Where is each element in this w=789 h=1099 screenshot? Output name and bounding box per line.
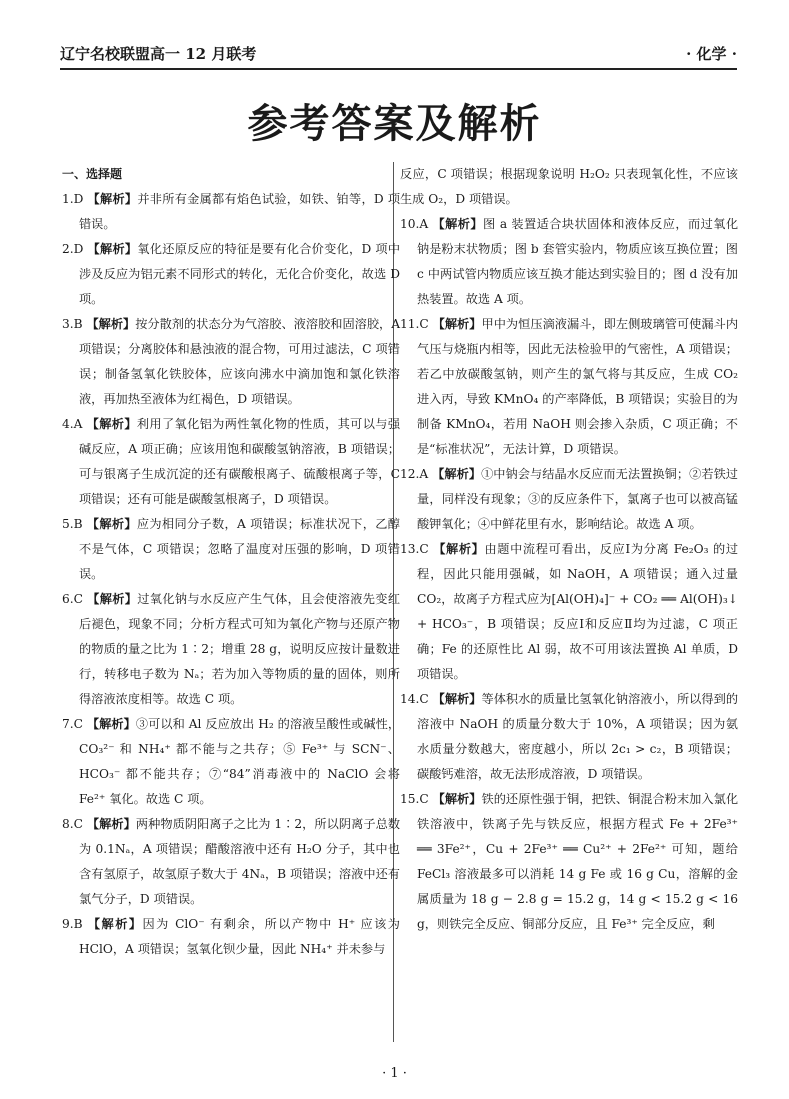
answer-text: 因为 ClO⁻ 有剩余，所以产物中 H⁺ 应该为 HClO，A 项错误；氢氧化钡少量，因此 NH₄⁺ 并未参与 bbox=[79, 917, 400, 956]
right-column bbox=[400, 162, 738, 937]
answer-number: 3.B bbox=[62, 317, 87, 331]
answer-item bbox=[400, 537, 738, 687]
answer-text: 氧化还原反应的特征是要有化合价变化，D 项中涉及反应为铝元素不同形式的转化，无化合价变化，故选 D 项。 bbox=[79, 242, 401, 306]
analysis-tag: 【解析】 bbox=[432, 317, 482, 331]
left-column bbox=[62, 162, 400, 962]
analysis-tag: 【解析】 bbox=[86, 817, 136, 831]
answer-number: 4.A bbox=[62, 417, 87, 431]
exam-title: 辽宁名校联盟高一 12 月联考 bbox=[60, 45, 257, 63]
page-header bbox=[60, 38, 737, 70]
answer-number: 15.C bbox=[400, 792, 433, 806]
answer-number: 13.C bbox=[400, 542, 434, 556]
answer-text: 图 a 装置适合块状固体和液体反应，而过氧化钠是粉末状物质；图 b 套管实验内，物质应该互换位置；图 c 中两试管内物质应该互换才能达到实验目的；图 d 没有加热装置。故选 A 项。 bbox=[417, 217, 739, 306]
answer-item bbox=[400, 787, 738, 937]
page-title: 参考答案及解析 bbox=[247, 101, 542, 147]
analysis-tag: 【解析】 bbox=[86, 517, 137, 531]
analysis-tag: 【解析】 bbox=[87, 592, 138, 606]
answer-item bbox=[400, 212, 738, 312]
answer-list-right bbox=[400, 162, 738, 937]
answer-item bbox=[62, 187, 400, 237]
answer-text: 两种物质阴阳离子之比为 1∶2，所以阴离子总数为 0.1Nₐ，A 项错误；醋酸溶液中还有 H₂O 分子，其中也含有氢原子，故氢原子数大于 4Nₐ，B 项错误；溶液中还有氯气分子，D 项错误。 bbox=[79, 817, 401, 906]
answer-item bbox=[400, 312, 738, 462]
answer-number: 7.C bbox=[62, 717, 87, 731]
answer-text: 按分散剂的状态分为气溶胶、液溶胶和固溶胶，A 项错误；分离胶体和悬浊液的混合物，可用过滤法，C 项错误；制备氢氧化铁胶体，应该向沸水中滴加饱和氯化铁溶液，再加热至液体为红褐色，D 项错误。 bbox=[79, 317, 400, 406]
answer-item bbox=[62, 512, 400, 587]
answer-number: 5.B bbox=[62, 517, 87, 531]
answer-text: 由题中流程可看出，反应Ⅰ为分离 Fe₂O₃ 的过程，因此只能用强碱，如 NaOH，A 项错误；通入过量 CO₂，故离子方程式应为[Al(OH)₄]⁻ + CO₂ ══ Al(OH)₃↓ + HCO₃⁻，B 项错误；反应Ⅰ和反应Ⅱ均为过滤，C 项正确；Fe 的还原性比 Al 弱，故不可用该法置换 Al 单质，D 项错误。 bbox=[417, 542, 739, 681]
answer-number: 14.C bbox=[400, 692, 433, 706]
analysis-tag: 【解析】 bbox=[432, 467, 482, 481]
answer-number: 10.A bbox=[400, 217, 433, 231]
analysis-tag: 【解析】 bbox=[87, 192, 138, 206]
answer-item bbox=[62, 912, 400, 962]
answer-item bbox=[62, 712, 400, 812]
answer-text: ①中钠会与结晶水反应而无法置换铜；②若铁过量，同样没有现象；③的反应条件下，氯离子也可以被高锰酸钾氧化；④中鲜花里有水，影响结论。故选 A 项。 bbox=[417, 467, 738, 531]
answer-text: ③可以和 Al 反应放出 H₂ 的溶液呈酸性或碱性，CO₃²⁻ 和 NH₄⁺ 都不能与之共存；⑤ Fe³⁺ 与 SCN⁻、HCO₃⁻ 都不能共存；⑦“84”消毒液中的 NaClO 会将 Fe²⁺ 氧化。故选 C 项。 bbox=[79, 717, 401, 806]
answer-number: 11.C bbox=[400, 317, 433, 331]
answer-text: 等体积水的质量比氢氧化钠溶液小，所以得到的溶液中 NaOH 的质量分数大于 10%，A 项错误；因为氨水质量分数越大，密度越小，所以 2c₁ > c₂，B 项错误；碳酸钙难溶，故无法形成溶液，D 项错误。 bbox=[417, 692, 739, 781]
answer-number: 1.D bbox=[62, 192, 88, 206]
answer-item bbox=[62, 587, 400, 712]
analysis-tag: 【解析】 bbox=[86, 717, 136, 731]
answer-list-left bbox=[62, 187, 400, 962]
answer-item bbox=[400, 687, 738, 787]
answer-text: 应为相同分子数，A 项错误；标准状况下，乙醇不是气体，C 项错误；忽略了温度对压强的影响，D 项错误。 bbox=[79, 517, 400, 581]
section-title: 一、选择题 bbox=[62, 167, 123, 181]
answer-text: 反应，C 项错误；根据现象说明 H₂O₂ 只表现氧化性，不应该生成 O₂，D 项错误。 bbox=[400, 167, 738, 206]
page-number: · 1 · bbox=[382, 1066, 407, 1081]
answer-item bbox=[62, 812, 400, 912]
analysis-tag: 【解析】 bbox=[86, 417, 137, 431]
answer-number: 6.C bbox=[62, 592, 88, 606]
analysis-tag: 【解析】 bbox=[87, 917, 143, 931]
answer-number: 8.C bbox=[62, 817, 87, 831]
answer-number: 2.D bbox=[62, 242, 88, 256]
analysis-tag: 【解析】 bbox=[432, 692, 482, 706]
answer-text: 并非所有金属都有焰色试验，如铁、铂等，D 项错误。 bbox=[79, 192, 401, 231]
answer-text: 过氧化钠与水反应产生气体，且会使溶液先变红后褪色，现象不同；分析方程式可知为氧化产物与还原产物的物质的量之比为 1∶2；增重 28 g，说明反应按计量数进行，转移电子数为 Nₐ；若为加入等物质的量的固体，则所得溶液浓度相等。故选 C 项。 bbox=[79, 592, 401, 706]
analysis-tag: 【解析】 bbox=[433, 542, 485, 556]
answer-text: 甲中为恒压滴液漏斗，即左侧玻璃管可使漏斗内气压与烧瓶内相等，因此无法检验甲的气密性，A 项错误；若乙中放碳酸氢钠，则产生的氯气将与其反应，生成 CO₂ 进入丙，导致 KMnO₄ 的产率降低，B 项错误；实验目的为制备 KMnO₄，若用 NaOH 则会掺入杂质，C 项正确；不是“标准状况”，无法计算，D 项错误。 bbox=[417, 317, 739, 456]
analysis-tag: 【解析】 bbox=[87, 242, 138, 256]
subject-label: · 化学 · bbox=[686, 45, 737, 63]
analysis-tag: 【解析】 bbox=[432, 217, 483, 231]
answer-item bbox=[62, 237, 400, 312]
answer-item bbox=[400, 162, 738, 212]
answer-item bbox=[62, 412, 400, 512]
answer-text: 铁的还原性强于铜，把铁、铜混合粉末加入氯化铁溶液中，铁离子先与铁反应，根据方程式 Fe + 2Fe³⁺ ══ 3Fe²⁺，Cu + 2Fe³⁺ ══ Cu²⁺ + 2Fe²⁺ 可知，题给 FeCl₃ 溶液最多可以消耗 14 g Fe 或 16 g Cu，溶解的金属质量为 18 g − 2.8 g = 15.2 g，14 g < 15.2 g < 16 g，则铁完全反应、铜部分反应，且 Fe³⁺ 完全反应，剩 bbox=[417, 792, 739, 931]
answer-number: 9.B bbox=[62, 917, 88, 931]
analysis-tag: 【解析】 bbox=[432, 792, 482, 806]
answer-item bbox=[400, 462, 738, 537]
answer-text: 利用了氧化铝为两性氧化物的性质，其可以与强碱反应，A 项正确；应该用饱和碳酸氢钠溶液，B 项错误；可与银离子生成沉淀的还有碳酸根离子、硫酸根离子等，C 项错误；还有可能是碳酸氢根离子，D 项错误。 bbox=[79, 417, 401, 506]
answer-item bbox=[62, 312, 400, 412]
analysis-tag: 【解析】 bbox=[86, 317, 136, 331]
answer-number: 12.A bbox=[400, 467, 433, 481]
